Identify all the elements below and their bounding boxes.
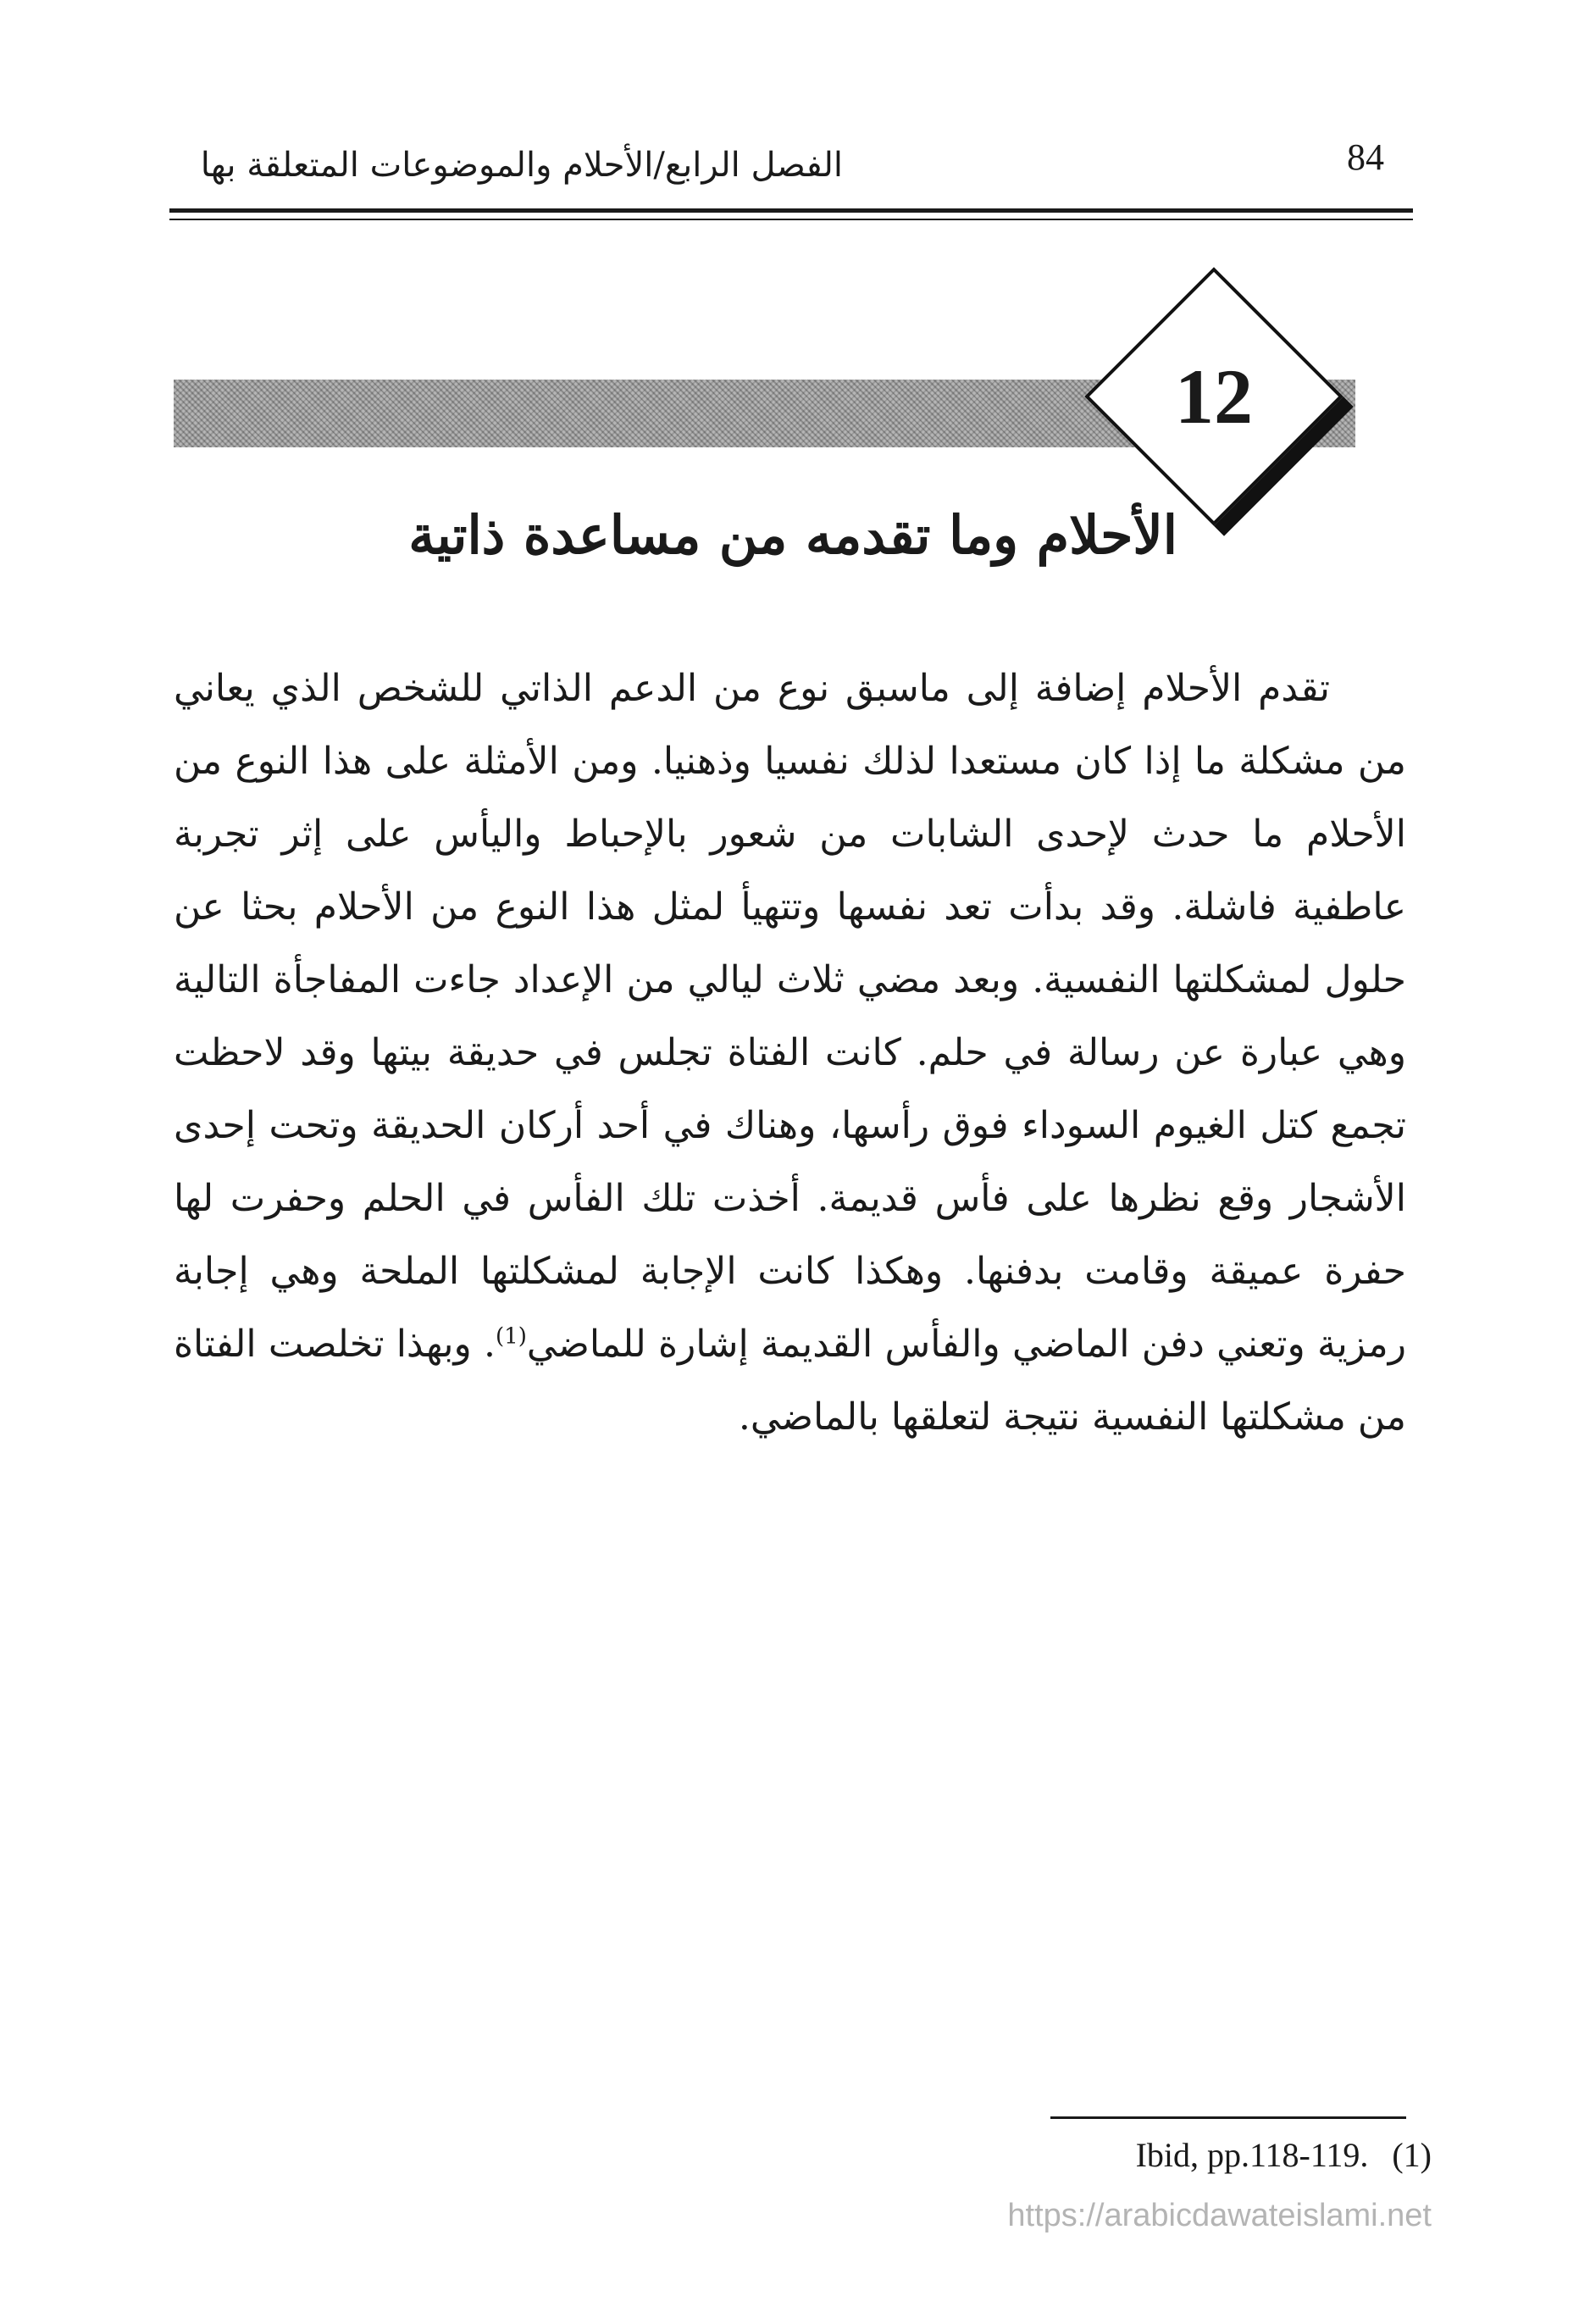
page-number: 84	[1347, 136, 1384, 178]
running-header: الفصل الرابع/الأحلام والموضوعات المتعلقة بها	[200, 146, 843, 185]
section-title: الأحلام وما تقدمه من مساعدة ذاتية	[408, 504, 1177, 566]
header-rule-thin	[169, 219, 1413, 220]
chapter-number: 12	[1175, 353, 1253, 440]
footnote-reference: (1)	[496, 1323, 527, 1350]
footnote-text: Ibid, pp.118-119.	[1135, 2136, 1369, 2174]
footnote-rule	[1050, 2116, 1406, 2119]
footnote-marker: (1)	[1392, 2136, 1432, 2174]
body-paragraph	[174, 652, 1406, 1454]
watermark-url: https://arabicdawateislami.net	[1007, 2198, 1432, 2233]
header-rule-thick	[169, 208, 1413, 213]
footnote	[974, 2135, 1432, 2175]
body-text-main: تقدم الأحلام إضافة إلى ماسبق نوع من الدعم الذاتي للشخص الذي يعاني من مشكلة ما إذا كان مستعدا لذلك نفسيا وذهنيا. ومن الأمثلة على هذا النوع من الأحلام ما حدث لإحدى الشابات من شعور بالإحباط واليأس على إثر تجربة عاطفية فاشلة. وقد بدأت تعد نفسها وتتهيأ لمثل هذا النوع من الأحلام بحثا عن حلول لمشكلتها النفسية. وبعد مضي ثلاث ليالي من الإعداد جاءت المفاجأة التالية وهي عبارة عن رسالة في حلم. كانت الفتاة تجلس في حديقة بيتها وقد لاحظت تجمع كتل الغيوم السوداء فوق رأسها، وهناك في أحد أركان الحديقة وتحت إحدى الأشجار وقع نظرها على فأس قديمة. أخذت تلك الفأس في الحلم وحفرت لها حفرة عميقة وقامت بدفنها. وهكذا كانت الإجابة لمشكلتها الملحة وهي إجابة رمزية وتعني دفن الماضي والفأس القديمة إشارة للماضي	[174, 667, 1406, 1366]
body-text-end: . وبهذا تخلصت الفتاة من مشكلتها النفسية نتيجة لتعلقها بالماضي.	[174, 1323, 1406, 1439]
